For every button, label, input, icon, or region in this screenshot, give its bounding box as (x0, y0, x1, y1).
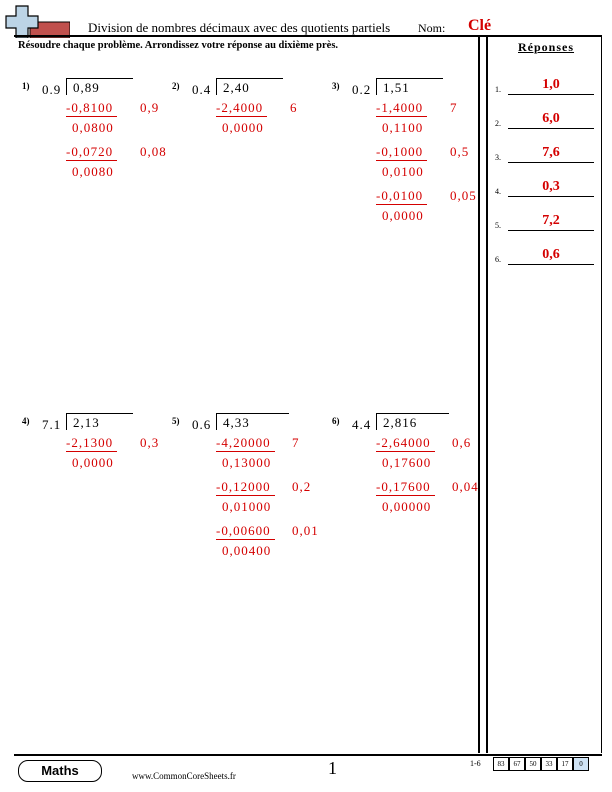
partial-quotient: 0,05 (450, 188, 477, 203)
subtraction: -1,4000 (376, 100, 427, 117)
dividend: 2,40 (216, 78, 283, 95)
answer-value: 6,0 (542, 111, 560, 126)
partial-quotient: 0,5 (450, 144, 470, 159)
divisor: 0.2 (352, 82, 372, 97)
remainder: 0,0000 (382, 208, 424, 223)
answer-value: 0,3 (542, 179, 560, 194)
answer-column-divider-inner (486, 37, 488, 753)
partial-quotient: 0,04 (452, 479, 479, 494)
answers-title: Réponses (518, 40, 575, 54)
score-cell: 33 (541, 757, 557, 771)
answer-line (508, 78, 594, 95)
answer-number: 4. (495, 187, 501, 196)
answer-line (508, 248, 594, 265)
answer-value: 7,2 (542, 213, 560, 228)
dividend: 2,13 (66, 413, 133, 430)
instructions: Résoudre chaque problème. Arrondissez votre réponse au dixième près. (18, 40, 339, 51)
division-problem (172, 415, 322, 615)
remainder: 0,0000 (72, 455, 114, 470)
division-problem (22, 80, 172, 280)
partial-quotient: 7 (450, 100, 458, 115)
partial-quotient: 0,6 (452, 435, 472, 450)
footer-rule (14, 754, 602, 756)
score-cell: 83 (493, 757, 509, 771)
answer-value: 0,6 (542, 247, 560, 262)
subtraction: -2,1300 (66, 435, 117, 452)
answer-value: 1,0 (542, 77, 560, 92)
right-border (601, 37, 602, 753)
problem-number: 5) (172, 416, 180, 426)
partial-quotient: 0,9 (140, 100, 160, 115)
answer-key-label: Clé (468, 17, 492, 34)
worksheet-title: Division de nombres décimaux avec des quotients partiels (88, 20, 391, 35)
score-cell: 67 (509, 757, 525, 771)
header-rule (14, 35, 602, 37)
divisor: 4.4 (352, 417, 372, 432)
divisor: 0.4 (192, 82, 212, 97)
dividend: 1,51 (376, 78, 443, 95)
partial-quotient: 6 (290, 100, 298, 115)
dividend: 4,33 (216, 413, 289, 430)
logo-icon (4, 4, 70, 38)
partial-quotient: 0,08 (140, 144, 167, 159)
dividend: 2,816 (376, 413, 449, 430)
remainder: 0,00000 (382, 499, 432, 514)
problem-number: 3) (332, 81, 340, 91)
divisor: 0.9 (42, 82, 62, 97)
division-problem (332, 415, 482, 615)
score-range: 1-6 (470, 759, 481, 768)
answer-number: 6. (495, 255, 501, 264)
subtraction: -0,12000 (216, 479, 275, 496)
answer-number: 5. (495, 221, 501, 230)
divisor: 7.1 (42, 417, 62, 432)
answer-line (508, 180, 594, 197)
problem-number: 2) (172, 81, 180, 91)
remainder: 0,00400 (222, 543, 272, 558)
partial-quotient: 7 (292, 435, 300, 450)
subtraction: -0,00600 (216, 523, 275, 540)
answer-line (508, 146, 594, 163)
partial-quotient: 0,2 (292, 479, 312, 494)
answer-number: 1. (495, 85, 501, 94)
remainder: 0,1100 (382, 120, 424, 135)
subtraction: -0,0720 (66, 144, 117, 161)
answer-line (508, 112, 594, 129)
score-cell: 50 (525, 757, 541, 771)
problem-number: 6) (332, 416, 340, 426)
score-cell: 17 (557, 757, 573, 771)
remainder: 0,01000 (222, 499, 272, 514)
subject-badge: Maths (18, 760, 102, 782)
remainder: 0,0000 (222, 120, 264, 135)
subtraction: -0,17600 (376, 479, 435, 496)
remainder: 0,0100 (382, 164, 424, 179)
subtraction: -2,64000 (376, 435, 435, 452)
subtraction: -0,1000 (376, 144, 427, 161)
division-problem (22, 415, 172, 615)
answer-number: 2. (495, 119, 501, 128)
partial-quotient: 0,01 (292, 523, 319, 538)
divisor: 0.6 (192, 417, 212, 432)
score-cell: 0 (573, 757, 589, 771)
answer-line (508, 214, 594, 231)
page-number: 1 (328, 758, 337, 778)
remainder: 0,0080 (72, 164, 114, 179)
remainder: 0,0800 (72, 120, 114, 135)
division-problem (332, 80, 482, 280)
remainder: 0,17600 (382, 455, 432, 470)
subtraction: -0,0100 (376, 188, 427, 205)
answer-number: 3. (495, 153, 501, 162)
remainder: 0,13000 (222, 455, 272, 470)
problem-number: 1) (22, 81, 30, 91)
subtraction: -4,20000 (216, 435, 275, 452)
subtraction: -0,8100 (66, 100, 117, 117)
answer-value: 7,6 (542, 145, 560, 160)
subtraction: -2,4000 (216, 100, 267, 117)
site-url: www.CommonCoreSheets.fr (132, 771, 236, 781)
dividend: 0,89 (66, 78, 133, 95)
partial-quotient: 0,3 (140, 435, 160, 450)
problem-number: 4) (22, 416, 30, 426)
division-problem (172, 80, 322, 280)
name-label: Nom: (418, 21, 446, 35)
